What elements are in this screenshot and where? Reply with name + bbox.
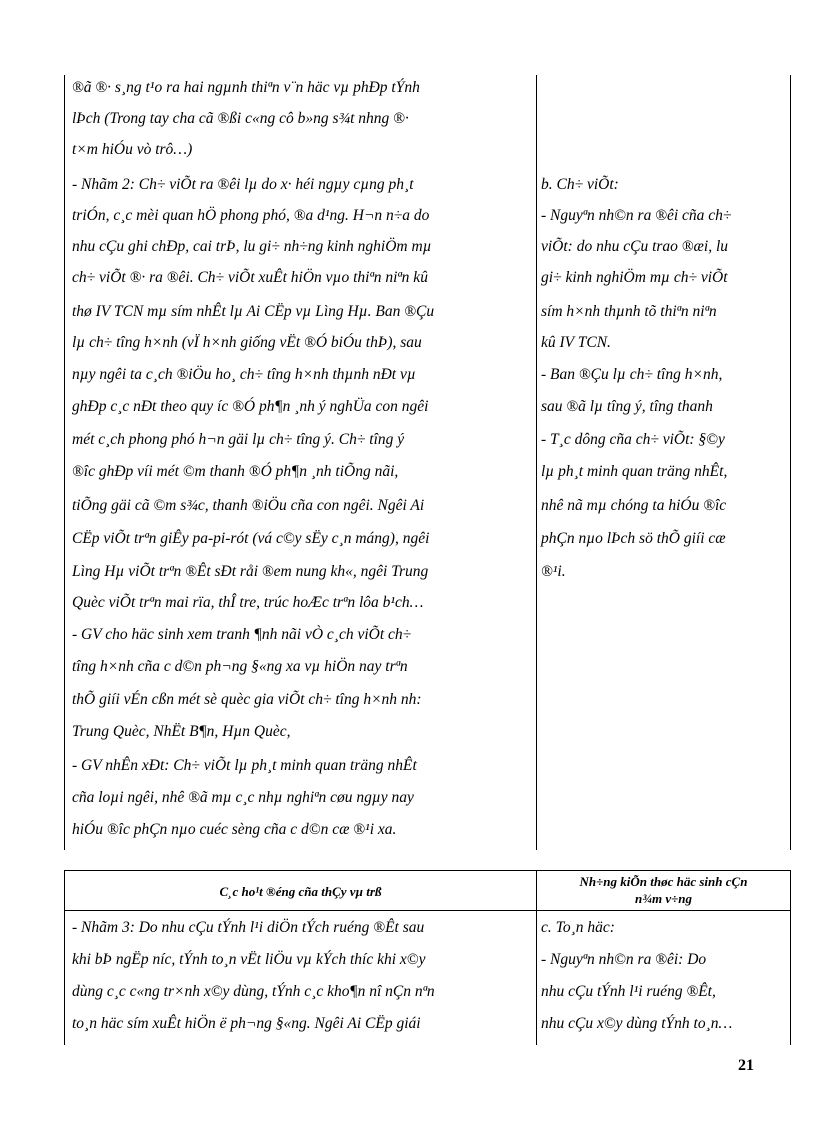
text-line: nhu cÇu tÝnh l¹i ruéng ®Êt,: [541, 983, 716, 1000]
header-activities: C¸c ho¹t ®éng cña thÇy vµ trß: [219, 884, 382, 899]
text-line: tiÕng gäi cã ©m s¾c, thanh ®iÖu cña con ngêi. Ngêi Ai: [72, 497, 425, 514]
text-line: - T¸c dông cña ch÷ viÕt: §©y: [541, 431, 725, 448]
text-line: t×m hiÓu vò trô…): [72, 141, 193, 158]
text-line: c. To¸n häc:: [541, 919, 615, 936]
text-line: Quèc viÕt trªn mai rïa, thÎ tre, trúc hoÆc trªn lôa b¹ch…: [72, 594, 424, 611]
text-line: kû IV TCN.: [541, 334, 611, 351]
text-line: - GV cho häc sinh xem tranh ¶nh nãi vÒ c¸ch viÕt ch÷: [72, 626, 412, 643]
text-line: b. Ch÷ viÕt:: [541, 176, 619, 193]
text-line: triÓn, c¸c mèi quan hÖ phong phó, ®a d¹ng. H¬n n÷a do: [72, 207, 430, 224]
text-line: Trung Quèc, NhËt B¶n, Hµn Quèc,: [72, 723, 291, 740]
upper-right-border: [790, 75, 791, 850]
lower-right-border: [790, 870, 791, 1045]
text-line: - Nhãm 2: Ch÷ viÕt ra ®êi lµ do x· héi ngµy cµng ph¸t: [72, 176, 414, 193]
text-line: phÇn nµo lÞch sö thÕ giíi cæ: [541, 530, 726, 547]
text-line: Lìng Hµ viÕt trªn ®Êt sÐt råi ®em nung kh«, ngêi Trung: [72, 563, 429, 580]
text-line: - Ban ®Çu lµ ch÷ tîng h×nh,: [541, 366, 723, 383]
text-line: viÕt: do nhu cÇu trao ®æi, lu: [541, 238, 729, 255]
text-line: hiÓu ®îc phÇn nµo cuéc sèng cña c d©n cæ ®¹i xa.: [72, 821, 397, 838]
text-line: mét c¸ch phong phó h¬n gäi lµ ch÷ tîng ý. Ch÷ tîng ý: [72, 431, 405, 448]
text-line: nµy ngêi ta c¸ch ®iÖu ho¸ ch÷ tîng h×nh thµnh nÐt vµ: [72, 366, 416, 383]
text-line: lµ ch÷ tîng h×nh (vÏ h×nh giống vËt ®Ó biÓu thÞ), sau: [72, 334, 422, 351]
text-line: cña loµi ngêi, nhê ®ã mµ c¸c nhµ nghiªn cøu ngµy nay: [72, 789, 414, 806]
page-number: 21: [738, 1057, 754, 1074]
text-line: lµ ph¸t minh quan träng nhÊt,: [541, 463, 728, 480]
text-line: lÞch (Trong tay cha cã ®ßi c«ng cô b»ng s¾t nhng ®·: [72, 110, 409, 127]
text-line: nhê nã mµ chóng ta hiÓu ®îc: [541, 497, 727, 514]
text-line: - Nhãm 3: Do nhu cÇu tÝnh l¹i diÖn tÝch ruéng ®Êt sau: [72, 919, 425, 936]
text-line: - Nguyªn nh©n ra ®êi: Do: [541, 951, 707, 968]
text-line: nhu cÇu ghi chÐp, cai trÞ, lu gi÷ nh÷ng kinh nghiÖm mµ: [72, 238, 432, 255]
upper-left-border: [64, 75, 65, 850]
header-knowledge-line2: n¾m v÷ng: [635, 891, 692, 906]
text-line: tîng h×nh cña c d©n ph¬ng §«ng xa vµ hiÖn nay trªn: [72, 658, 408, 675]
text-line: ch÷ viÕt ®· ra ®êi. Ch÷ viÕt xuÊt hiÖn vµo thiªn niªn kû: [72, 269, 428, 286]
text-line: thÕ giíi vÉn cßn mét sè quèc gia viÕt ch÷ tîng h×nh nh:: [72, 691, 422, 708]
header-knowledge-line1: Nh÷ng kiÕn thøc häc sinh cÇn: [579, 874, 748, 889]
text-line: ghÐp c¸c nÐt theo quy íc ®Ó ph¶n ¸nh ý nghÜa con ngêi: [72, 398, 429, 415]
text-line: CËp viÕt trªn giÊy pa-pi-rót (vá c©y sËy c¸n máng), ngêi: [72, 530, 430, 547]
lower-header-bottom-border: [64, 910, 791, 911]
upper-mid-border: [536, 75, 537, 850]
text-line: ®¹i.: [541, 563, 566, 580]
text-line: khi bÞ ngËp níc, tÝnh to¸n vËt liÖu vµ kÝch thíc khi x©y: [72, 951, 426, 968]
text-line: dùng c¸c c«ng tr×nh x©y dùng, tÝnh c¸c kho¶n nî nÇn nªn: [72, 983, 435, 1000]
text-line: sím h×nh thµnh tõ thiªn niªn: [541, 303, 717, 320]
text-line: sau ®ã lµ tîng ý, tîng thanh: [541, 398, 713, 415]
text-line: ®ã ®· s¸ng t¹o ra hai ngµnh thiªn v¨n häc vµ phÐp tÝnh: [72, 79, 420, 96]
text-line: gi÷ kinh nghiÖm mµ ch÷ viÕt: [541, 269, 728, 286]
text-line: - Nguyªn nh©n ra ®êi cña ch÷: [541, 207, 732, 224]
text-line: nhu cÇu x©y dùng tÝnh to¸n…: [541, 1015, 733, 1032]
text-line: to¸n häc sím xuÊt hiÖn ë ph¬ng §«ng. Ngêi Ai CËp giái: [72, 1015, 421, 1032]
text-line: - GV nhÊn xÐt: Ch÷ viÕt lµ ph¸t minh quan träng nhÊt: [72, 757, 417, 774]
text-line: thø IV TCN mµ sím nhÊt lµ Ai CËp vµ Lìng Hµ. Ban ®Çu: [72, 303, 435, 320]
lower-top-border: [64, 870, 791, 871]
text-line: ®îc ghÐp víi mét ©m thanh ®Ó ph¶n ¸nh tiÕng nãi,: [72, 463, 399, 480]
